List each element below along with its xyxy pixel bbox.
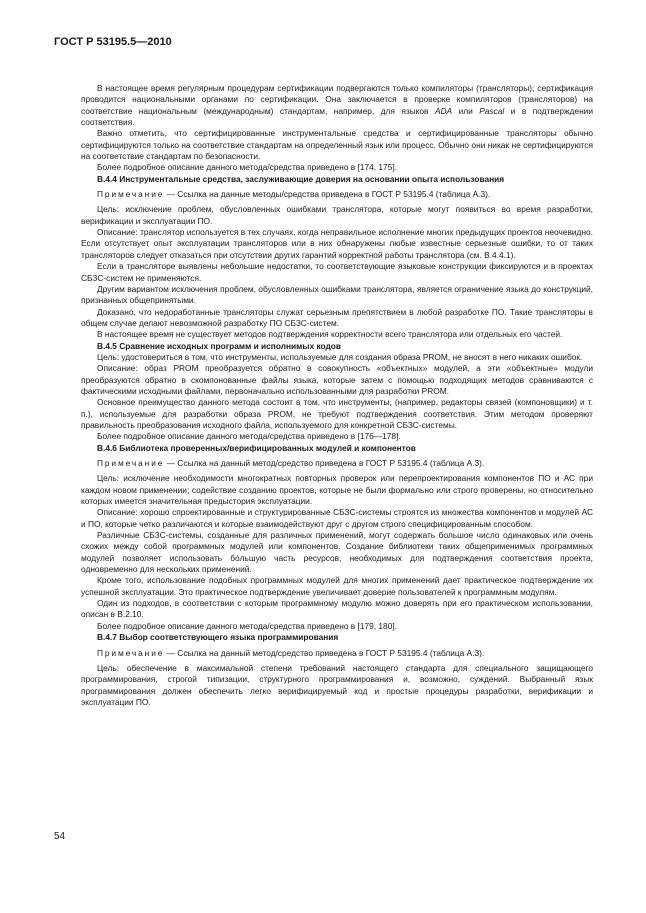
document-header: ГОСТ Р 53195.5—2010: [54, 36, 172, 48]
paragraph: В настоящее время регулярным процедурам сертификации подвергаются только компиляторы (трансляторы); сертификация проводится национальными органами по сертификации. Она заключается в проверке компиляторов (трансляторов) на соответствие национальным (международным) стандартам, например, для языков ADA или Pascal и в подтверждении соответствия.: [81, 83, 593, 128]
paragraph: Цель: исключение проблем, обусловленных ошибками транслятора, которые могут появиться во время разработки, верификации и эксплуатации ПО.: [81, 204, 593, 226]
section-heading: В.4.4 Инструментальные средства, заслуживающие доверия на основании опыта использования: [97, 173, 505, 184]
note: Примечание — Ссылка на данный метод/средство приведена в ГОСТ Р 53195.4 (таблица А.3).: [97, 647, 485, 658]
paragraph: Если в трансляторе выявлены небольшие недостатки, то соответствующие языковые конструкции фиксируются и в проектах СБЗС-систем не применяются.: [81, 261, 593, 283]
paragraph: Более подробное описание данного метода/средства приведено в [176—178].: [97, 431, 401, 442]
page-number: 54: [54, 831, 66, 842]
paragraph: Описание: транслятор используется в тех случаях, когда неправильное исполнение многих предыдущих проектов неочевидно. Если отсутствует опыт эксплуатации трансляторов или в них обнаружены любые известные серьезные ошибки, то от таких трансляторов следует отказаться при отсутствии других гарантий корректной работы транслятора (см. В.4.4.1).: [81, 227, 593, 260]
paragraph: Цель: обеспечение в максимальной степени требований настоящего стандарта для специального защищающего программирования, строгой типизации, структурного программирования и, возможно, суждений. Выбранный язык программирования должен обеспечить легко верифицируемый код и простые процедуры разработки, верификации и эксплуатации ПО.: [81, 662, 593, 707]
paragraph: Другим вариантом исключения проблем, обусловленных ошибками транслятора, является ограничение языка до конструкций, признанных общепринятыми.: [81, 283, 593, 306]
paragraph: Описание: хорошо спроектированные и структурированные СБЗС-системы строятся из множества компонентов и модулей АС и ПО, которые четко различаются и которые взаимодействуют друг с другом строго специфицированным способом.: [81, 507, 593, 529]
paragraph: Кроме того, использование подобных программных модулей для многих применений дает практическое подтверждение их успешной эксплуатации. Это практическое подтверждение увеличивает доверие пользователей к программным модулям.: [81, 575, 593, 597]
paragraph: Описание: образ PROM преобразуется обратно в совокупность «объектных» модулей, а эти «объектные» модули преобразуются обратно в скомпонованные файлы языка, которые затем с помощью подходящих методов сравниваются с фактическими исходными файлами, первоначально использованными для разработки PROM.: [81, 363, 593, 396]
paragraph: Важно отметить, что сертифицированные инструментальные средства и сертифицированные трансляторы обычно сертифицируются только на соответствие стандартам на определенный язык или процесс. Обычно они никак не сертифицируются на соответствие стандартам по безопасности.: [81, 128, 593, 162]
paragraph: Более подробное описание данного метода/средства приведено в [174, 175].: [97, 162, 397, 173]
note: Примечание — Ссылка на данный метод/средство приведена в ГОСТ Р 53195.4 (таблица А.3).: [97, 458, 485, 468]
paragraph: Основное преимущество данного метода состоит в том, что инструменты, (например, редакторы связей (компоновщики) и т. п.), используемые для разработки образа PROM, не требуют подтверждения соответствия. Этим методом проверяют правильность преобразования исходного файла, используемого для конкретной СБЗС-системы.: [81, 397, 593, 430]
paragraph: В настоящее время не существует методов подтверждения корректности всего транслятора или отдельных его частей.: [97, 329, 563, 340]
paragraph: Доказано, что недоработанные трансляторы служат серьезным препятствием в любой разработке ПО. Такие трансляторы в общем случае делают невозможной разработку ПО СБЗС-систем.: [81, 306, 593, 328]
paragraph: Более подробное описание данного метода/средства приведено в [179, 180].: [97, 620, 397, 631]
page-body: [81, 83, 593, 708]
paragraph: Цель: исключение необходимости многократных повторных проверок или перепроектирования компонентов ПО и АС при каждом новом применении; содействие созданию проектов, которые не были формально или строго проверены, но относительно которых имеется значительная предыстория эксплуатации.: [81, 473, 593, 507]
section-heading: В.4.6 Библиотека проверенных/верифицированных модулей и компонентов: [97, 442, 416, 453]
section-heading: В.4.7 Выбор соответствующего языка программирования: [97, 632, 339, 643]
paragraph: Различные СБЗС-системы, созданные для различных применений, могут содержать большое число одинаковых или очень схожих между собой программных модулей или компонентов. Создание библиотеки таких общеприменимых программных модулей позволяет использовать бóльшую часть ресурсов, необходимых для подтверждения соответствия проекта, одновременно для нескольких применений.: [81, 530, 593, 575]
section-heading: В.4.5 Сравнение исходных программ и исполнимых кодов: [97, 340, 342, 351]
note: Примечание — Ссылка на данные методы/средства приведена в ГОСТ Р 53195.4 (таблица А.3).: [97, 189, 491, 200]
paragraph: Цель: удостовериться в том, что инструменты, используемые для создания образа PROM, не вносят в него никаких ошибок.: [97, 351, 583, 362]
paragraph: Один из подходов, в соответствии с которым программному модулю можно доверять при его практическом использовании, описан в В.2.10.: [81, 598, 593, 620]
